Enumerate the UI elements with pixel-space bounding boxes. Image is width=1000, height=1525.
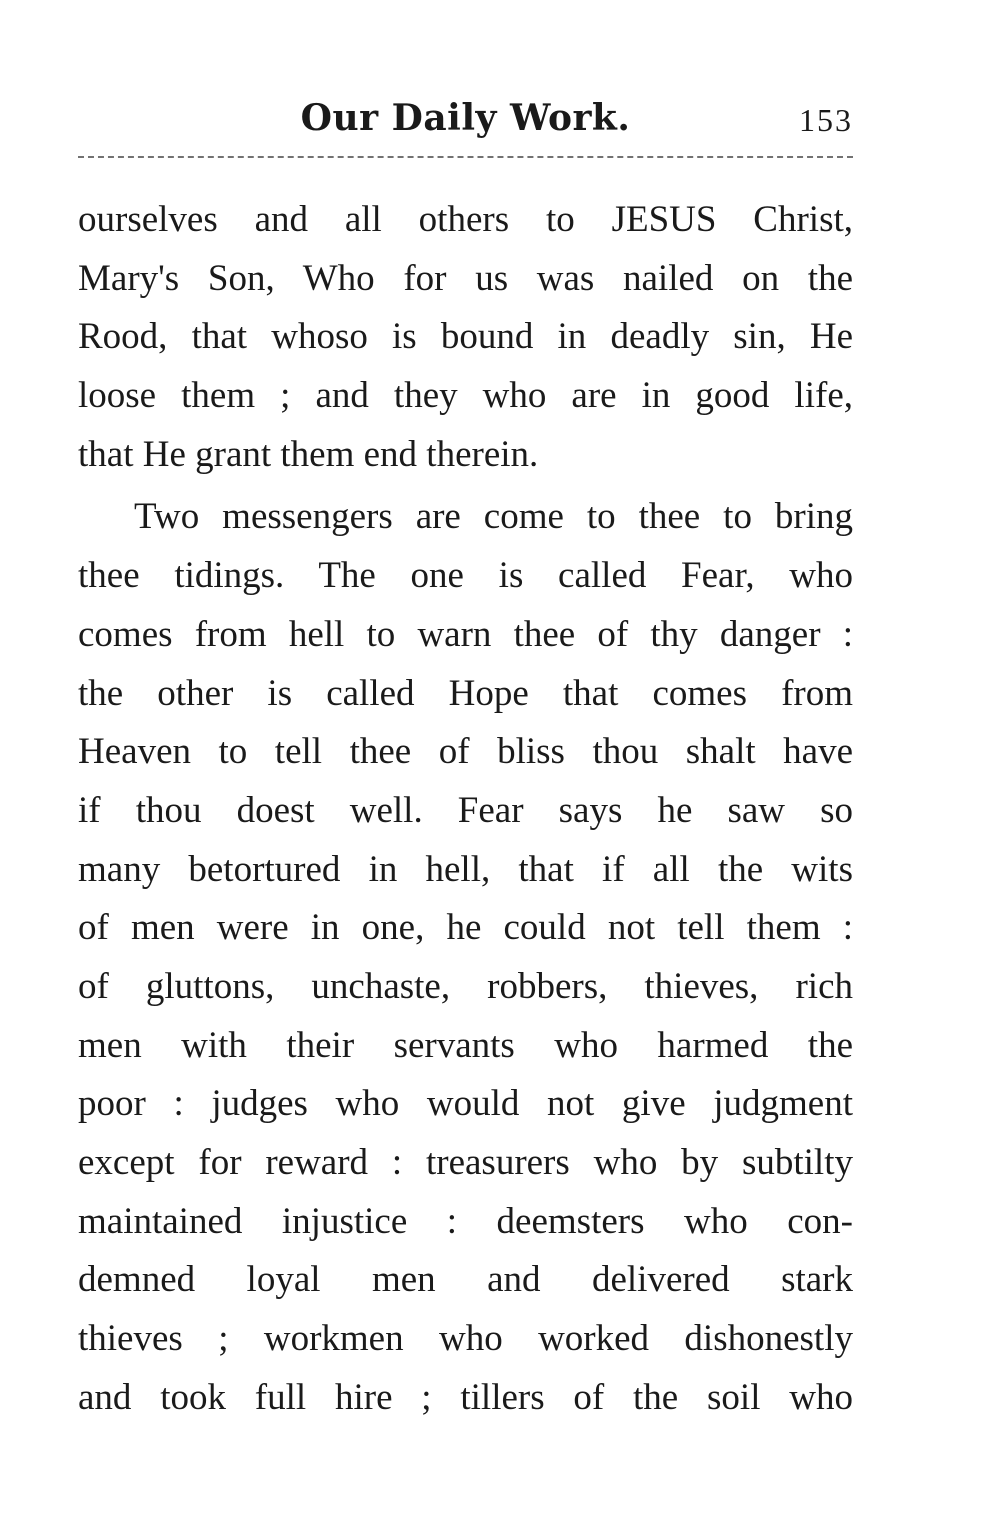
- page-number: 153: [799, 102, 853, 138]
- text-line: ourselves and all others to JESUS Christ,: [78, 199, 853, 240]
- text-line: if thou doest well. Fear says he saw so: [78, 789, 853, 831]
- text-line: the other is called Hope that comes from: [78, 672, 853, 714]
- text-line: Heaven to tell thee of bliss thou shalt have: [78, 731, 853, 773]
- text-line: Rood, that whoso is bound in deadly sin, He: [78, 316, 853, 358]
- running-head: [78, 88, 853, 148]
- header-rule: [78, 156, 853, 158]
- text-line: men with their servants who harmed the: [78, 1024, 853, 1066]
- text-line: comes from hell to warn thee of thy danger :: [78, 613, 853, 655]
- text-line: many betortured in hell, that if all the wits: [78, 848, 853, 890]
- text-line: maintained injustice : deemsters who con-: [78, 1200, 853, 1242]
- text-line: Mary's Son, Who for us was nailed on the: [78, 257, 853, 299]
- text-line: and took full hire ; tillers of the soil who: [78, 1376, 853, 1418]
- text-line: poor : judges who would not give judgment: [78, 1083, 853, 1125]
- text-line: of men were in one, he could not tell them :: [78, 907, 853, 949]
- body-text: [78, 191, 853, 1427]
- paragraph-1: [78, 191, 853, 484]
- running-title: Our Daily Work.: [300, 97, 631, 139]
- text-line: except for reward : treasurers who by subtilty: [78, 1142, 853, 1183]
- text-line: demned loyal men and delivered stark: [78, 1259, 853, 1301]
- text-line: of gluttons, unchaste, robbers, thieves, rich: [78, 965, 853, 1007]
- text-line: that He grant them end therein.: [78, 433, 539, 475]
- text-line: thieves ; workmen who worked dishonestly: [78, 1318, 853, 1360]
- text-line: loose them ; and they who are in good life,: [78, 375, 853, 417]
- paragraph-2: [78, 488, 853, 1427]
- text-line: Two messengers are come to thee to bring: [134, 496, 853, 538]
- text-line: thee tidings. The one is called Fear, who: [78, 555, 853, 597]
